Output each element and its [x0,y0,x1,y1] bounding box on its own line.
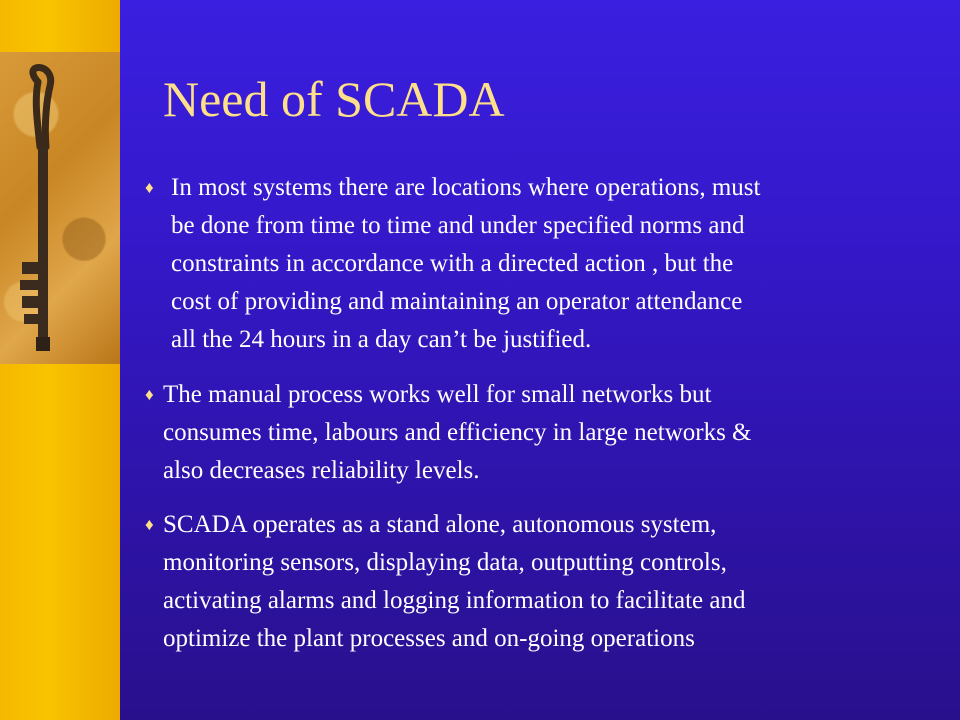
bullet-2-line-3: also decreases reliability levels. [163,457,480,484]
bullet-1-line-5: all the 24 hours in a day can’t be justified. [171,326,592,353]
bullet-3-line-4: optimize the plant processes and on-going operations [163,625,695,652]
bullet-3-line-3: activating alarms and logging information to facilitate and [163,587,746,614]
diamond-bullet-icon: ♦ [145,515,154,534]
bullet-2 [145,376,935,490]
bullet-3-line-1: SCADA operates as a stand alone, autonomous system, [163,511,717,538]
bullet-2-line-1: The manual process works well for small networks but [163,381,712,408]
slide-title: Need of SCADA [163,71,505,127]
bullet-1-line-2: be done from time to time and under specified norms and [171,212,745,239]
diamond-bullet-icon: ♦ [145,385,154,404]
old-key-icon [0,52,120,364]
bullet-1-line-3: constraints in accordance with a directed action , but the [171,250,734,277]
bullet-3 [145,506,935,658]
diamond-bullet-icon: ♦ [145,178,154,197]
bullet-3-line-2: monitoring sensors, displaying data, outputting controls, [163,549,727,576]
bullet-2-line-2: consumes time, labours and efficiency in large networks & [163,419,752,446]
bullet-1-line-4: cost of providing and maintaining an operator attendance [171,288,743,315]
bullet-1 [145,169,935,359]
bullet-1-line-1: In most systems there are locations where operations, must [171,174,761,201]
